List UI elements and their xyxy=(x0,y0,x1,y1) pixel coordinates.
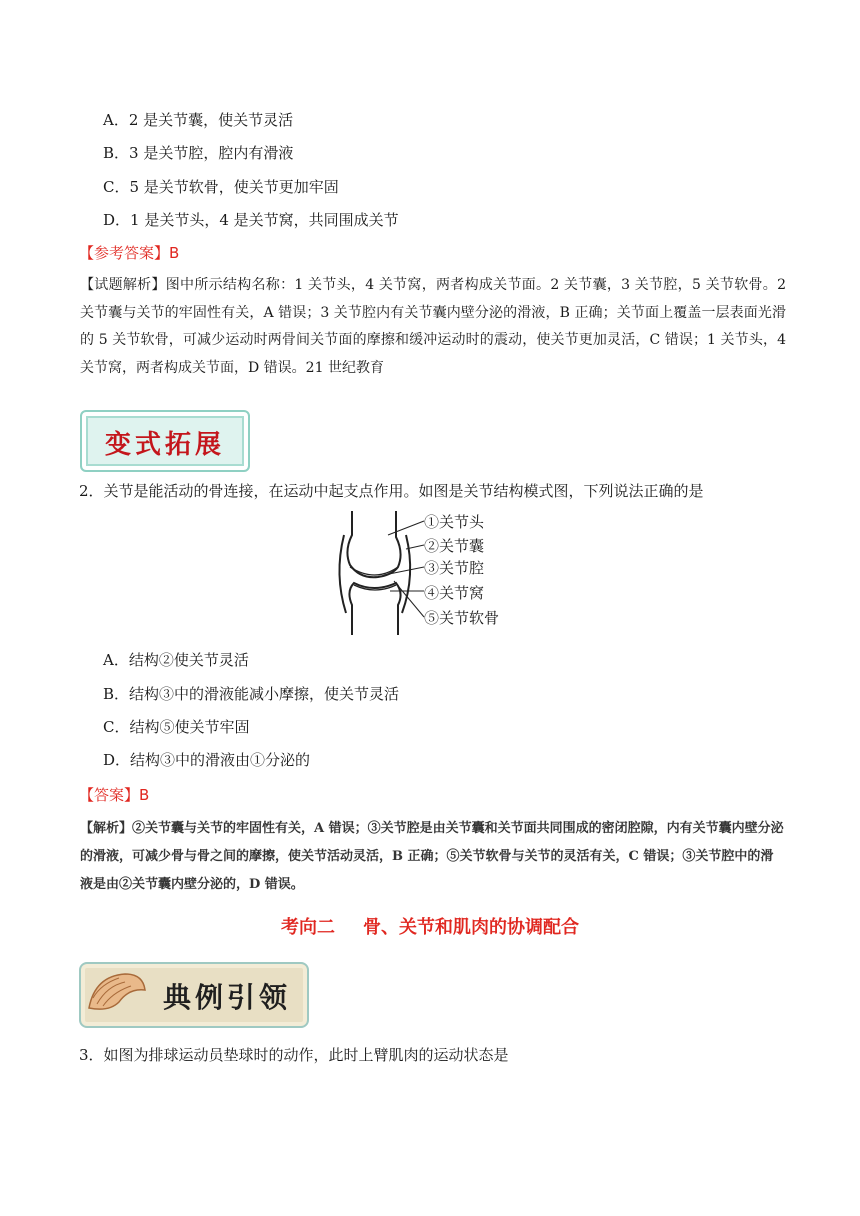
q1-answer: 【参考答案】B xyxy=(79,244,180,262)
q1-analysis: 【试题解析】图中所示结构名称：1 关节头，4 关节窝，两者构成关节面。2 关节囊，3 关节腔，5 关节软骨。2 关节囊与关节的牢固性有关，A 错误；3 关节腔内有关节囊内壁分泌的滑液，B 正确；关节面上覆盖一层表面光滑的 5 关节软骨，可减少运动时两骨间关节面的摩擦和缓冲运动时的震动，使关节更加灵活，C 错误；1 关节头，4 关节窝，两者构成关节面，D 错误。21 世纪教育 xyxy=(80,277,786,376)
diagram-label-3: ③关节腔 xyxy=(424,559,485,577)
section-title xyxy=(0,913,860,939)
q1-option-d: D．1 是关节头，4 是关节窝，共同围成关节 xyxy=(103,211,399,229)
q2-answer: 【答案】B xyxy=(79,786,150,804)
banner-variant-extension xyxy=(80,410,250,472)
diagram-label-5: ⑤关节软骨 xyxy=(424,609,500,627)
q2-option-b: B．结构③中的滑液能减小摩擦，使关节灵活 xyxy=(103,685,400,703)
section-heading: 骨、关节和肌肉的协调配合 xyxy=(363,917,579,938)
diagram-label-4: ④关节窝 xyxy=(424,584,485,602)
diagram-label-1: ①关节头 xyxy=(424,513,485,531)
q2-option-a: A．结构②使关节灵活 xyxy=(103,651,249,669)
joint-diagram xyxy=(330,505,530,640)
q2-option-c: C．结构⑤使关节牢固 xyxy=(103,718,250,736)
q1-option-a: A．2 是关节囊，使关节灵活 xyxy=(103,111,294,129)
banner-variant-extension-text: 变式拓展 xyxy=(104,430,225,460)
banner-typical-example-text: 典例引领 xyxy=(163,981,292,1014)
q1-option-b: B．3 是关节腔，腔内有滑液 xyxy=(103,144,294,162)
banner-typical-example xyxy=(79,962,305,1024)
q2-option-d: D．结构③中的滑液由①分泌的 xyxy=(103,751,311,769)
q2-analysis: 【解析】②关节囊与关节的牢固性有关，A 错误；③关节腔是由关节囊和关节面共同围成的密闭腔隙，内有关节囊内壁分泌的滑液，可减少骨与骨之间的摩擦，使关节活动灵活，B 正确；⑤关节软骨与关节的灵活有关，C 错误；③关节腔中的滑液是由②关节囊内壁分泌的，D 错误。 xyxy=(80,821,784,892)
q2-stem: 2．关节是能活动的骨连接，在运动中起支点作用。如图是关节结构模式图，下列说法正确的是 xyxy=(79,482,704,500)
diagram-label-2: ②关节囊 xyxy=(424,537,485,555)
seashell-icon xyxy=(85,968,149,1018)
q1-option-c: C．5 是关节软骨，使关节更加牢固 xyxy=(103,178,339,196)
section-prefix: 考向二 xyxy=(281,917,335,938)
q3-stem: 3．如图为排球运动员垫球时的动作，此时上臂肌肉的运动状态是 xyxy=(79,1046,509,1064)
